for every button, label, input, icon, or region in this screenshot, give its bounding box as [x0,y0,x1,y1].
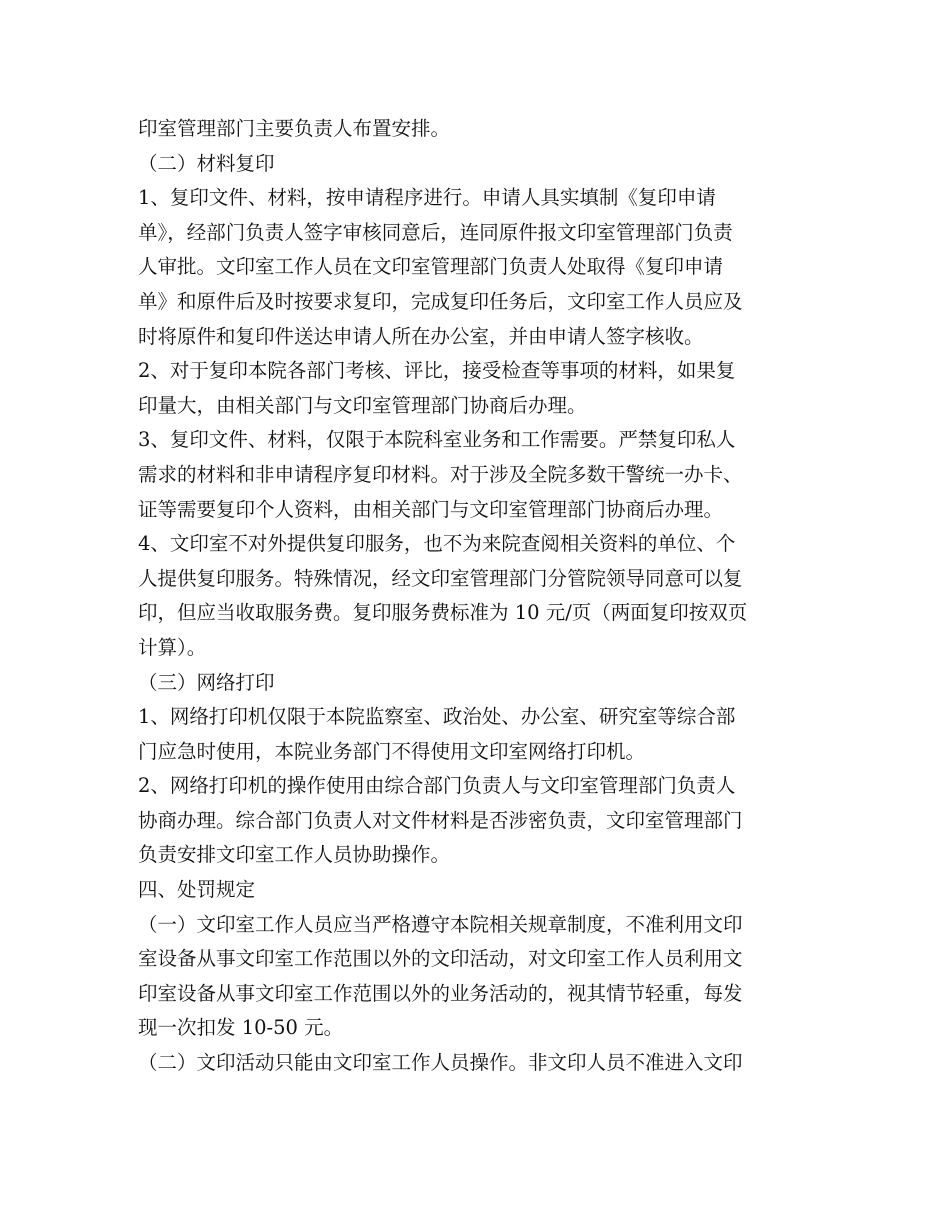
text-line: 负责安排文印室工作人员协助操作。 [138,843,451,867]
text-line: 1、复印文件、材料，按申请程序进行。申请人具实填制《复印申请 [138,186,716,210]
text-line: 协商办理。综合部门负责人对文件材料是否涉密负责，文印室管理部门 [138,808,743,832]
section-heading: （二）材料复印 [138,151,275,175]
text-line: 单》，经部门负责人签字审核同意后，连同原件报文印室管理部门负责 [138,220,733,244]
text-line: 印室设备从事文印室工作范围以外的业务活动的，视其情节轻重，每发 [138,981,743,1005]
text-line: （一）文印室工作人员应当严格遵守本院相关规章制度，不准利用文印 [138,912,743,936]
text-line: 印量大，由相关部门与文印室管理部门协商后办理。 [138,393,587,417]
text-line: 人提供复印服务。特殊情况，经文印室管理部门分管院领导同意可以复 [138,566,743,590]
document-page [138,112,818,1081]
section-heading: （三）网络打印 [138,670,275,694]
text-line: 人审批。文印室工作人员在文印室管理部门负责人处取得《复印申请 [138,255,724,279]
text-line: 计算）。 [138,635,207,659]
text-line: 印室管理部门主要负责人布置安排。 [138,117,451,140]
text-line: 2、网络打印机的操作使用由综合部门负责人与文印室管理部门负责人 [138,774,736,798]
chapter-heading: 四、处罚规定 [138,878,256,902]
text-line: 单》和原件后及时按要求复印，完成复印任务后，文印室工作人员应及 [138,289,743,313]
text-line: 证等需要复印个人资料，由相关部门与文印室管理部门协商后办理。 [138,497,724,521]
text-line: 时将原件和复印件送达申请人所在办公室，并由申请人签字核收。 [138,324,704,348]
text-line: 需求的材料和非申请程序复印材料。对于涉及全院多数干警统一办卡、 [138,462,743,486]
text-line: 现一次扣发 10-50 元。 [138,1016,344,1040]
text-line: 4、文印室不对外提供复印服务，也不为来院查阅相关资料的单位、个 [138,532,736,556]
text-line: 印，但应当收取服务费。复印服务费标准为 10 元/页（两面复印按双页 [138,601,748,625]
text-line: 室设备从事文印室工作范围以外的文印活动，对文印室工作人员利用文 [138,947,743,971]
text-line: （二）文印活动只能由文印室工作人员操作。非文印人员不准进入文印 [138,1051,743,1075]
text-line: 3、复印文件、材料，仅限于本院科室业务和工作需要。严禁复印私人 [138,428,736,452]
text-line: 门应急时使用，本院业务部门不得使用文印室网络打印机。 [138,739,646,763]
text-line: 2、对于复印本院各部门考核、评比，接受检查等事项的材料，如果复 [138,359,736,383]
text-line: 1、网络打印机仅限于本院监察室、政治处、办公室、研究室等综合部 [138,705,736,729]
